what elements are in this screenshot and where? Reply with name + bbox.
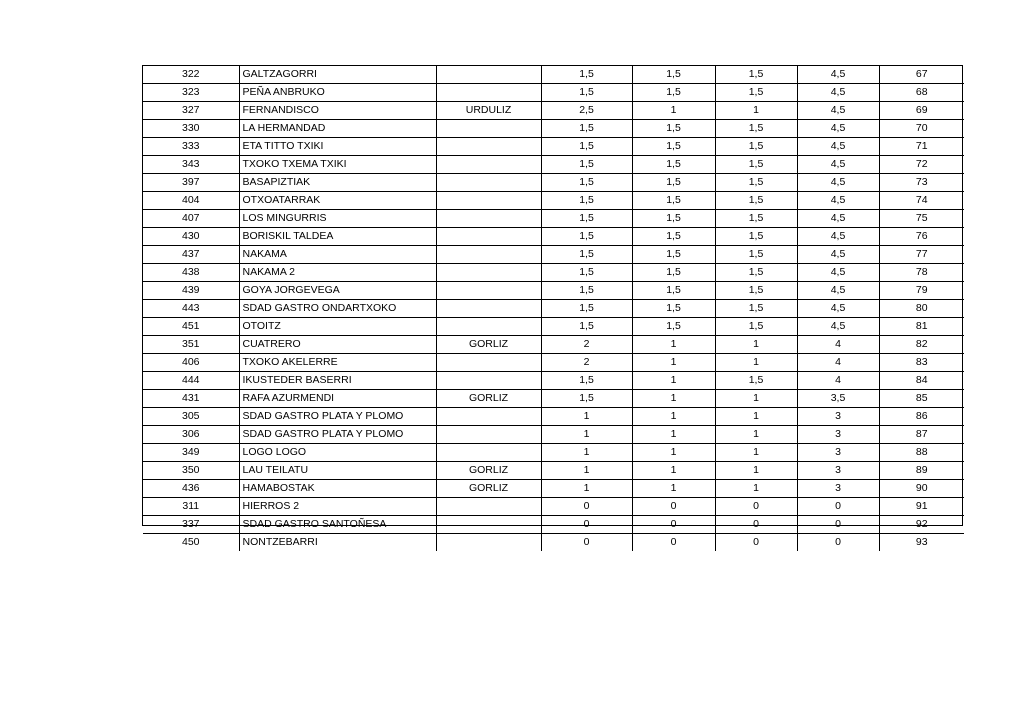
score-3-cell: 1 [715,336,797,354]
town-cell [436,66,541,84]
table-row [143,120,964,138]
entry-number-cell: 404 [143,192,239,210]
rank-cell: 70 [879,120,964,138]
table-row [143,462,964,480]
score-2-cell: 1,5 [632,120,715,138]
score-1-cell: 1 [541,444,632,462]
score-2-cell: 1,5 [632,282,715,300]
rank-cell: 80 [879,300,964,318]
team-name-cell: GOYA JORGEVEGA [239,282,436,300]
town-cell [436,408,541,426]
rank-cell: 81 [879,318,964,336]
town-cell: GORLIZ [436,480,541,498]
town-cell [436,426,541,444]
rank-cell: 77 [879,246,964,264]
score-3-cell: 1 [715,354,797,372]
total-score-cell: 4,5 [797,282,879,300]
town-cell [436,84,541,102]
rank-cell: 72 [879,156,964,174]
total-score-cell: 4,5 [797,120,879,138]
town-cell [436,354,541,372]
rank-cell: 90 [879,480,964,498]
entry-number-cell: 444 [143,372,239,390]
score-2-cell: 1,5 [632,246,715,264]
score-2-cell: 1,5 [632,228,715,246]
score-1-cell: 1,5 [541,66,632,84]
town-cell [436,120,541,138]
score-3-cell: 1,5 [715,210,797,228]
team-name-cell: TXOKO TXEMA TXIKI [239,156,436,174]
score-1-cell: 1,5 [541,300,632,318]
total-score-cell: 4,5 [797,210,879,228]
team-name-cell: FERNANDISCO [239,102,436,120]
table-row [143,300,964,318]
score-2-cell: 1,5 [632,84,715,102]
entry-number-cell: 451 [143,318,239,336]
total-score-cell: 3,5 [797,390,879,408]
score-3-cell: 1,5 [715,300,797,318]
rank-cell: 75 [879,210,964,228]
total-score-cell: 4,5 [797,246,879,264]
town-cell [436,210,541,228]
score-1-cell: 1,5 [541,264,632,282]
score-3-cell: 1 [715,444,797,462]
score-3-cell: 0 [715,534,797,552]
score-3-cell: 0 [715,516,797,534]
score-2-cell: 1 [632,102,715,120]
town-cell [436,372,541,390]
score-2-cell: 0 [632,498,715,516]
entry-number-cell: 443 [143,300,239,318]
total-score-cell: 4,5 [797,300,879,318]
table-row [143,354,964,372]
team-name-cell: LAU TEILATU [239,462,436,480]
total-score-cell: 3 [797,480,879,498]
town-cell [436,138,541,156]
team-name-cell: SDAD GASTRO PLATA Y PLOMO [239,426,436,444]
table-row [143,174,964,192]
rank-cell: 86 [879,408,964,426]
total-score-cell: 3 [797,426,879,444]
score-2-cell: 1,5 [632,66,715,84]
table-row [143,228,964,246]
entry-number-cell: 337 [143,516,239,534]
table-row [143,210,964,228]
total-score-cell: 4,5 [797,264,879,282]
team-name-cell: IKUSTEDER BASERRI [239,372,436,390]
score-3-cell: 1 [715,426,797,444]
score-2-cell: 1 [632,336,715,354]
entry-number-cell: 436 [143,480,239,498]
rank-cell: 69 [879,102,964,120]
score-3-cell: 1,5 [715,156,797,174]
total-score-cell: 4,5 [797,174,879,192]
table-row [143,390,964,408]
town-cell [436,534,541,552]
total-score-cell: 4,5 [797,318,879,336]
score-2-cell: 1 [632,480,715,498]
score-2-cell: 1 [632,408,715,426]
entry-number-cell: 351 [143,336,239,354]
total-score-cell: 4 [797,372,879,390]
score-1-cell: 1,5 [541,84,632,102]
entry-number-cell: 407 [143,210,239,228]
team-name-cell: CUATRERO [239,336,436,354]
team-name-cell: HIERROS 2 [239,498,436,516]
rank-cell: 68 [879,84,964,102]
team-name-cell: NAKAMA 2 [239,264,436,282]
score-3-cell: 1,5 [715,282,797,300]
team-name-cell: LOGO LOGO [239,444,436,462]
score-1-cell: 1,5 [541,390,632,408]
team-name-cell: RAFA AZURMENDI [239,390,436,408]
entry-number-cell: 406 [143,354,239,372]
score-2-cell: 1 [632,444,715,462]
total-score-cell: 3 [797,444,879,462]
town-cell [436,228,541,246]
table-row [143,102,964,120]
total-score-cell: 0 [797,516,879,534]
score-2-cell: 1,5 [632,264,715,282]
score-1-cell: 2 [541,354,632,372]
total-score-cell: 4,5 [797,138,879,156]
town-cell [436,498,541,516]
town-cell: GORLIZ [436,390,541,408]
score-3-cell: 1 [715,390,797,408]
score-1-cell: 2,5 [541,102,632,120]
team-name-cell: BORISKIL TALDEA [239,228,436,246]
entry-number-cell: 327 [143,102,239,120]
town-cell [436,264,541,282]
total-score-cell: 3 [797,462,879,480]
table-row [143,84,964,102]
score-3-cell: 1,5 [715,246,797,264]
total-score-cell: 4,5 [797,84,879,102]
score-1-cell: 1 [541,480,632,498]
team-name-cell: OTOITZ [239,318,436,336]
town-cell [436,156,541,174]
rank-cell: 76 [879,228,964,246]
table-row [143,264,964,282]
score-3-cell: 1,5 [715,66,797,84]
town-cell [436,300,541,318]
rank-cell: 84 [879,372,964,390]
team-name-cell: SDAD GASTRO ONDARTXOKO [239,300,436,318]
entry-number-cell: 397 [143,174,239,192]
score-1-cell: 0 [541,534,632,552]
results-table-body [143,66,964,551]
score-2-cell: 1,5 [632,138,715,156]
entry-number-cell: 343 [143,156,239,174]
total-score-cell: 4,5 [797,228,879,246]
score-2-cell: 1,5 [632,156,715,174]
town-cell [436,174,541,192]
table-row [143,372,964,390]
score-2-cell: 1,5 [632,318,715,336]
score-3-cell: 1 [715,462,797,480]
entry-number-cell: 323 [143,84,239,102]
team-name-cell: SDAD GASTRO PLATA Y PLOMO [239,408,436,426]
table-row [143,408,964,426]
score-1-cell: 1,5 [541,318,632,336]
entry-number-cell: 430 [143,228,239,246]
town-cell [436,246,541,264]
total-score-cell: 4,5 [797,66,879,84]
rank-cell: 74 [879,192,964,210]
rank-cell: 89 [879,462,964,480]
score-3-cell: 1 [715,480,797,498]
table-row [143,516,964,534]
table-row [143,336,964,354]
rank-cell: 82 [879,336,964,354]
entry-number-cell: 450 [143,534,239,552]
score-2-cell: 1 [632,426,715,444]
total-score-cell: 4,5 [797,192,879,210]
team-name-cell: ETA TITTO TXIKI [239,138,436,156]
team-name-cell: PEÑA ANBRUKO [239,84,436,102]
score-1-cell: 1,5 [541,138,632,156]
town-cell: URDULIZ [436,102,541,120]
score-2-cell: 1 [632,390,715,408]
score-1-cell: 1 [541,462,632,480]
rank-cell: 85 [879,390,964,408]
score-3-cell: 1,5 [715,228,797,246]
total-score-cell: 4,5 [797,102,879,120]
rank-cell: 87 [879,426,964,444]
score-3-cell: 1,5 [715,120,797,138]
score-1-cell: 1 [541,426,632,444]
results-table [143,66,964,551]
total-score-cell: 0 [797,498,879,516]
rank-cell: 78 [879,264,964,282]
score-1-cell: 0 [541,498,632,516]
town-cell: GORLIZ [436,336,541,354]
entry-number-cell: 438 [143,264,239,282]
rank-cell: 92 [879,516,964,534]
score-3-cell: 1,5 [715,192,797,210]
score-1-cell: 1 [541,408,632,426]
score-1-cell: 1,5 [541,282,632,300]
score-2-cell: 1 [632,462,715,480]
table-row [143,480,964,498]
team-name-cell: GALTZAGORRI [239,66,436,84]
entry-number-cell: 330 [143,120,239,138]
team-name-cell: LOS MINGURRIS [239,210,436,228]
team-name-cell: LA HERMANDAD [239,120,436,138]
score-2-cell: 1 [632,372,715,390]
score-1-cell: 1,5 [541,120,632,138]
team-name-cell: BASAPIZTIAK [239,174,436,192]
table-row [143,318,964,336]
score-3-cell: 1,5 [715,318,797,336]
score-2-cell: 1,5 [632,174,715,192]
rank-cell: 91 [879,498,964,516]
entry-number-cell: 322 [143,66,239,84]
town-cell: GORLIZ [436,462,541,480]
town-cell [436,444,541,462]
team-name-cell: NAKAMA [239,246,436,264]
score-1-cell: 0 [541,516,632,534]
score-3-cell: 1,5 [715,138,797,156]
total-score-cell: 4,5 [797,156,879,174]
table-row [143,282,964,300]
score-2-cell: 1 [632,354,715,372]
total-score-cell: 3 [797,408,879,426]
entry-number-cell: 349 [143,444,239,462]
entry-number-cell: 305 [143,408,239,426]
rank-cell: 67 [879,66,964,84]
score-3-cell: 1,5 [715,84,797,102]
total-score-cell: 4 [797,336,879,354]
score-3-cell: 1,5 [715,174,797,192]
score-1-cell: 1,5 [541,210,632,228]
score-1-cell: 1,5 [541,174,632,192]
team-name-cell: SDAD GASTRO SANTOÑESA [239,516,436,534]
score-3-cell: 1,5 [715,264,797,282]
rank-cell: 83 [879,354,964,372]
total-score-cell: 4 [797,354,879,372]
score-1-cell: 1,5 [541,228,632,246]
score-2-cell: 0 [632,534,715,552]
table-row [143,444,964,462]
entry-number-cell: 306 [143,426,239,444]
score-1-cell: 1,5 [541,156,632,174]
rank-cell: 93 [879,534,964,552]
table-row [143,66,964,84]
score-3-cell: 1,5 [715,372,797,390]
score-1-cell: 1,5 [541,372,632,390]
rank-cell: 71 [879,138,964,156]
table-row [143,138,964,156]
score-2-cell: 1,5 [632,300,715,318]
entry-number-cell: 431 [143,390,239,408]
entry-number-cell: 311 [143,498,239,516]
rank-cell: 73 [879,174,964,192]
table-row [143,426,964,444]
entry-number-cell: 350 [143,462,239,480]
team-name-cell: OTXOATARRAK [239,192,436,210]
total-score-cell: 0 [797,534,879,552]
table-row [143,534,964,552]
town-cell [436,516,541,534]
town-cell [436,318,541,336]
score-1-cell: 1,5 [541,192,632,210]
results-table-page [142,65,963,549]
town-cell [436,192,541,210]
score-3-cell: 0 [715,498,797,516]
score-2-cell: 1,5 [632,210,715,228]
table-row [143,192,964,210]
town-cell [436,282,541,300]
score-2-cell: 1,5 [632,192,715,210]
rank-cell: 79 [879,282,964,300]
table-row [143,156,964,174]
table-row [143,498,964,516]
score-1-cell: 2 [541,336,632,354]
entry-number-cell: 333 [143,138,239,156]
score-1-cell: 1,5 [541,246,632,264]
entry-number-cell: 437 [143,246,239,264]
score-3-cell: 1 [715,102,797,120]
team-name-cell: HAMABOSTAK [239,480,436,498]
table-row [143,246,964,264]
score-2-cell: 0 [632,516,715,534]
score-3-cell: 1 [715,408,797,426]
entry-number-cell: 439 [143,282,239,300]
team-name-cell: TXOKO AKELERRE [239,354,436,372]
team-name-cell: NONTZEBARRI [239,534,436,552]
rank-cell: 88 [879,444,964,462]
